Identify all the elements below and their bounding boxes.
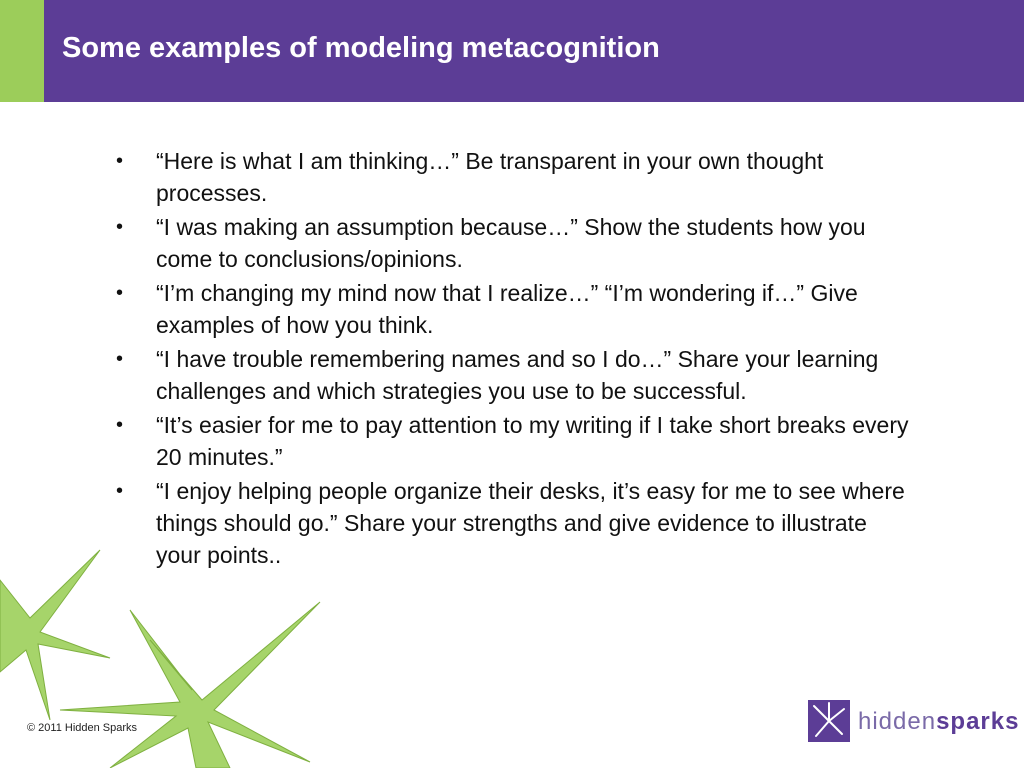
hidden-sparks-logo	[808, 700, 1020, 744]
bullet-dot-icon: •	[116, 282, 124, 304]
bullet-item	[110, 277, 910, 341]
bullet-item	[110, 409, 910, 473]
bullet-text: “I’m changing my mind now that I realize…” “I’m wondering if…” Give examples of how you think.	[156, 280, 858, 338]
bullet-text: “I was making an assumption because…” Show the students how you come to conclusions/opinions.	[156, 214, 866, 272]
header-accent-bar	[0, 0, 44, 102]
bullet-text: “Here is what I am thinking…” Be transparent in your own thought processes.	[156, 148, 824, 206]
bullet-dot-icon: •	[116, 480, 124, 502]
bullet-text: “It’s easier for me to pay attention to my writing if I take short breaks every 20 minutes.”	[156, 412, 909, 470]
bullet-item	[110, 343, 910, 407]
logo-text	[858, 708, 1019, 736]
bullet-list	[110, 145, 910, 573]
bullet-item	[110, 211, 910, 275]
bullet-dot-icon: •	[116, 150, 124, 172]
logo-text-bold: sparks	[936, 708, 1020, 735]
bullet-item	[110, 145, 910, 209]
sparkle-icon	[808, 700, 850, 742]
bullet-dot-icon: •	[116, 348, 124, 370]
bullet-text: “I enjoy helping people organize their desks, it’s easy for me to see where things should go.” Share your strengths and give evidence to illustrate your points..	[156, 478, 905, 568]
bullet-dot-icon: •	[116, 216, 124, 238]
logo-text-light: hidden	[858, 708, 937, 735]
slide-title: Some examples of modeling metacognition	[62, 32, 660, 64]
bullet-dot-icon: •	[116, 414, 124, 436]
bullet-text: “I have trouble remembering names and so I do…” Share your learning challenges and which strategies you use to be successful.	[156, 346, 879, 404]
copyright-text: © 2011 Hidden Sparks	[27, 722, 138, 734]
